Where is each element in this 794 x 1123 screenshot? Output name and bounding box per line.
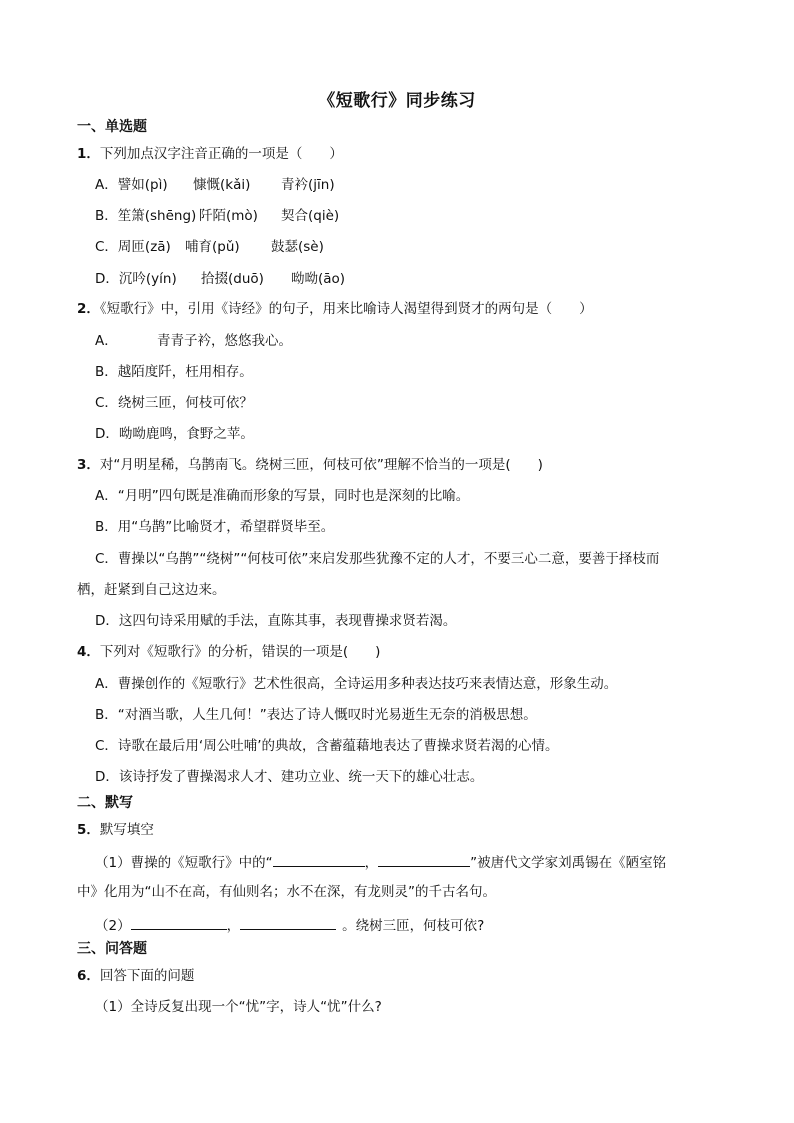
question-4-option-c: C．诗歌在最后用‘周公吐哺’的典故，含蓄蕴藉地表达了曹操求贤若渴的心情。	[95, 738, 559, 754]
question-5-part-2	[95, 915, 484, 935]
question-3-option-c: C．曹操以“乌鹊”“绕树”“何枝可依”来启发那些犹豫不定的人才，不要三心二意，要善于择枝而	[95, 551, 660, 567]
question-5-part-1	[95, 852, 666, 872]
page-title: 《短歌行》同步练习	[318, 91, 476, 111]
question-3-stem	[77, 456, 543, 474]
fill-text: ，	[226, 918, 241, 934]
question-4-option-d: D．该诗抒发了曹操渴求人才、建功立业、统一天下的雄心壮志。	[95, 769, 484, 785]
question-text: 下列加点汉字注音正确的一项是（ ）	[99, 146, 343, 162]
option-part: 契合(qiè)	[281, 208, 340, 224]
question-number: 4．	[77, 644, 100, 660]
option-part: 呦呦(āo)	[291, 271, 346, 287]
question-1-stem	[77, 145, 343, 163]
question-number: 1．	[77, 146, 100, 162]
question-6-part-1: （1）全诗反复出现一个“忧”字，诗人“忧”什么?	[95, 999, 382, 1015]
question-4-option-b: B．“对酒当歌，人生几何！”表达了诗人慨叹时光易逝生无奈的消极思想。	[95, 707, 537, 723]
question-1-option-c	[95, 238, 324, 256]
question-5-stem	[77, 821, 154, 839]
question-number: 2．	[77, 301, 100, 317]
question-1-option-a	[95, 176, 335, 194]
option-part: D．沉吟(yín)	[95, 271, 177, 287]
question-2-option-a	[95, 332, 292, 350]
question-number: 3．	[77, 457, 100, 473]
option-part: 青衿(jīn)	[281, 177, 335, 193]
fill-text: ”被唐代文学家刘禹锡在《陋室铭	[470, 855, 667, 871]
option-part: 哺育(pǔ)	[185, 239, 240, 255]
question-2-option-c: C．绕树三匝，何枝可依？	[95, 395, 253, 411]
option-part: 慷慨(kǎi)	[193, 177, 251, 193]
option-part: A．譬如(pì)	[95, 177, 168, 193]
option-part: 阡陌(mò)	[199, 208, 258, 224]
question-number: 5．	[77, 822, 100, 838]
answer-blank[interactable]	[273, 852, 365, 867]
fill-text: （2）	[95, 918, 131, 934]
question-text: 下列对《短歌行》的分析，错误的一项是( )	[99, 644, 381, 660]
question-number: 6．	[77, 968, 100, 984]
answer-blank[interactable]	[131, 915, 227, 930]
option-part: 鼓瑟(sè)	[271, 239, 324, 255]
question-text: 《短歌行》中，引用《诗经》的句子，用来比喻诗人渴望得到贤才的两句是（ ）	[99, 301, 593, 317]
question-3-option-b: B．用“乌鹊”比喻贤才，希望群贤毕至。	[95, 519, 335, 535]
option-part: C．周匝(zā)	[95, 239, 171, 255]
question-text: 默写填空	[99, 822, 154, 838]
section-heading-single-choice: 一、单选题	[77, 119, 147, 135]
answer-blank[interactable]	[378, 852, 470, 867]
question-4-option-a: A．曹操创作的《短歌行》艺术性很高，全诗运用多种表达技巧来表情达意，形象生动。	[95, 676, 618, 692]
fill-text: 。绕树三匝，何枝可依?	[342, 918, 485, 934]
answer-blank[interactable]	[240, 915, 336, 930]
question-text: 对“月明星稀，乌鹊南飞。绕树三匝，何枝可依”理解不恰当的一项是( )	[99, 457, 543, 473]
option-part: B．笙箫(shēng)	[95, 208, 197, 224]
section-heading-qa: 三、问答题	[77, 941, 147, 957]
question-5-part-1-continued: 中》化用为“山不在高，有仙则名；水不在深，有龙则灵”的千古名句。	[77, 884, 496, 900]
option-part: 青青子衿，悠悠我心。	[157, 333, 292, 349]
question-text: 回答下面的问题	[99, 968, 195, 984]
question-6-stem	[77, 967, 194, 985]
question-2-option-d: D．呦呦鹿鸣，食野之苹。	[95, 426, 254, 442]
option-part: A．	[95, 333, 118, 349]
question-3-option-a: A．“月明”四句既是准确而形象的写景，同时也是深刻的比喻。	[95, 488, 470, 504]
question-4-stem	[77, 643, 380, 661]
question-2-stem	[77, 300, 593, 318]
question-3-option-d: D．这四句诗采用赋的手法，直陈其事，表现曹操求贤若渴。	[95, 613, 457, 629]
option-part: 拾掇(duō)	[201, 271, 264, 287]
fill-text: （1）曹操的《短歌行》中的“	[95, 855, 273, 871]
question-3-option-c-continued: 栖，赶紧到自己这边来。	[77, 582, 226, 598]
question-1-option-b	[95, 207, 339, 225]
section-heading-dictation: 二、默写	[77, 795, 133, 811]
question-1-option-d	[95, 270, 345, 288]
fill-text: ，	[364, 855, 379, 871]
question-2-option-b: B．越陌度阡，枉用相存。	[95, 364, 253, 380]
